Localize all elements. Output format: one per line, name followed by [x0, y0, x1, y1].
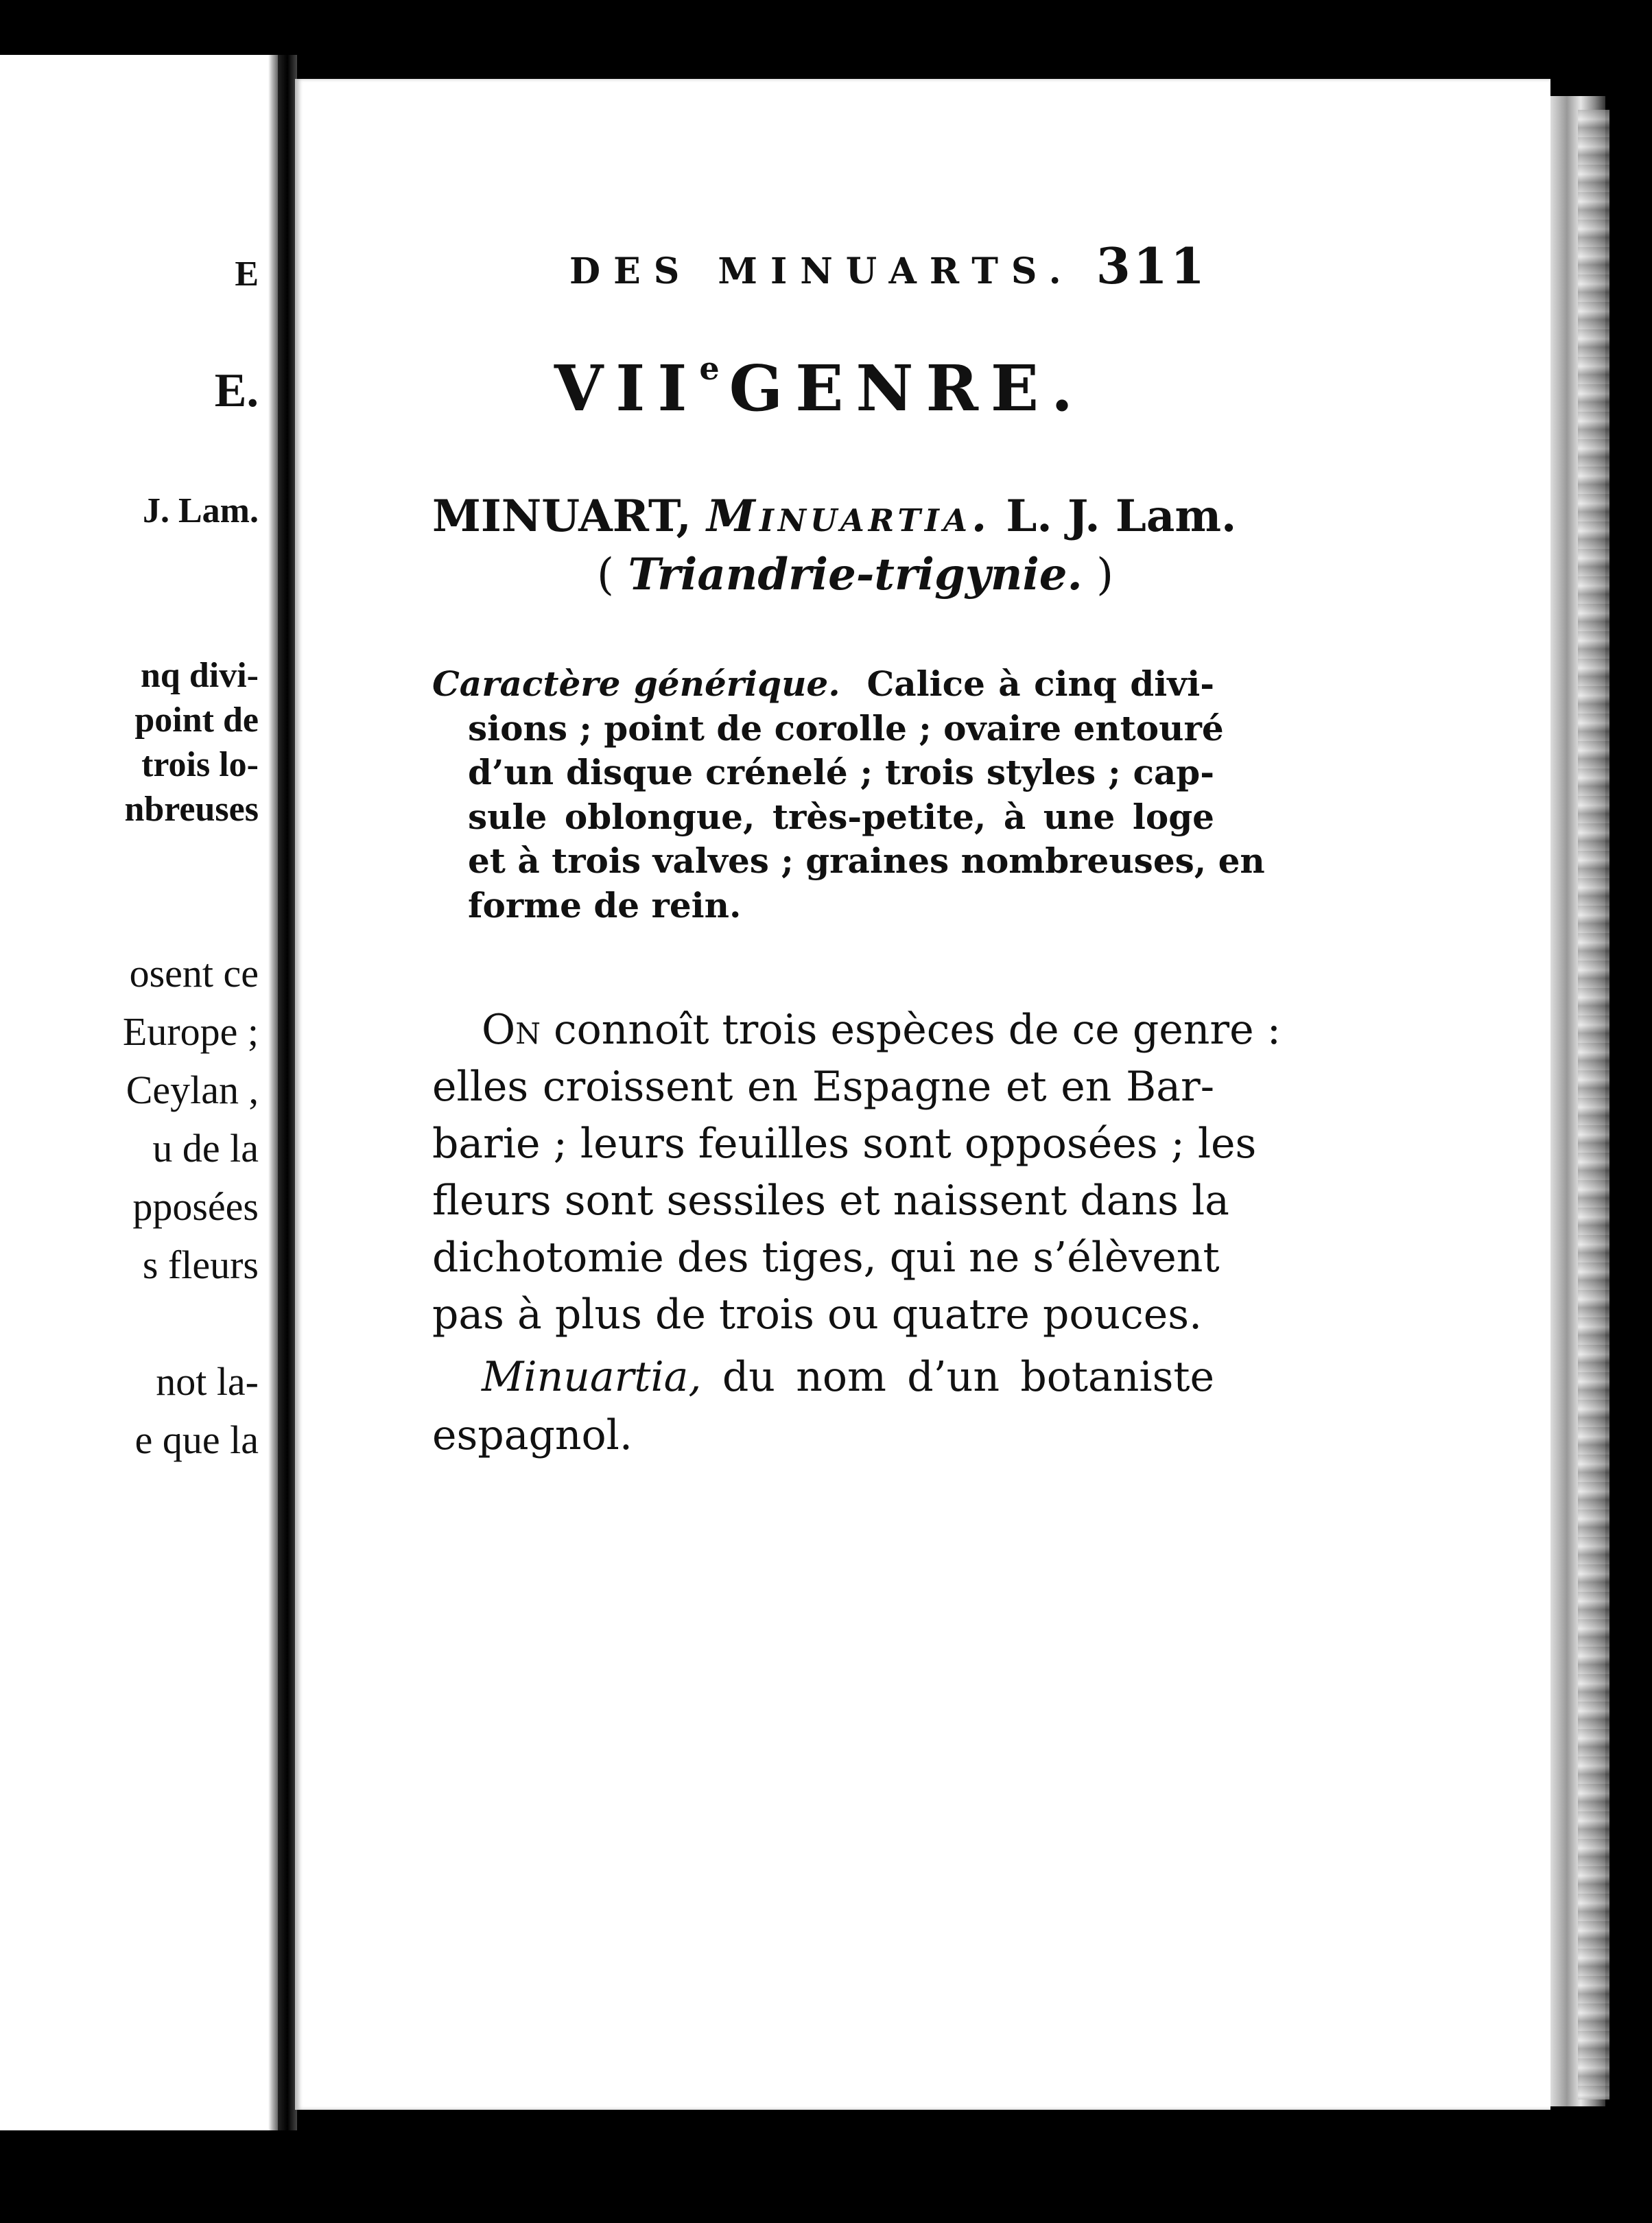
paragraph-line: Minuartia, du nom d’un botaniste	[482, 1353, 1214, 1401]
running-head	[569, 237, 1207, 295]
genre-numeral: VII	[554, 351, 700, 425]
linnaean-classification	[597, 549, 1114, 600]
facing-page-line: osent ce	[129, 951, 259, 996]
facing-page-line: s fleurs	[142, 1243, 259, 1287]
facing-page-line: J. Lam.	[143, 491, 259, 530]
book-spine	[278, 55, 297, 2134]
paragraph-line: fleurs sont sessiles et naissent dans la	[432, 1177, 1229, 1225]
paragraph-line: barie ; leurs feuilles sont opposées ; les	[432, 1120, 1257, 1168]
paragraph-line: et à trois valves ; graines nombreuses, en	[468, 840, 1265, 881]
genre-superscript: e	[699, 350, 720, 387]
page-number: 311	[1096, 237, 1207, 295]
facing-page-line: E	[235, 255, 259, 294]
facing-page-line: nbreuses	[124, 790, 259, 829]
facing-page-line: Europe ;	[122, 1009, 259, 1054]
paragraph-line: sions ; point de corolle ; ovaire entouré	[468, 707, 1224, 749]
facing-page-line: trois lo-	[141, 745, 259, 784]
etymology-latin: Minuartia,	[482, 1353, 702, 1401]
paragraph-line: espagnol.	[432, 1411, 633, 1459]
paragraph-line: sule oblongue, très-petite, à une loge	[468, 796, 1214, 837]
authority: L. J. Lam.	[1006, 491, 1237, 542]
facing-page	[0, 55, 278, 2134]
paragraph-line: d’un disque crénelé ; trois styles ; cap-	[468, 752, 1214, 792]
paren-open: (	[597, 550, 614, 600]
paren-close: )	[1096, 550, 1114, 600]
drop-lead: On	[482, 1006, 541, 1054]
paragraph-line: On connoît trois espèces de ce genre :	[482, 1006, 1281, 1054]
paragraph-line: forme de rein.	[468, 884, 742, 926]
paragraph-line: pas à plus de trois ou quatre pouces.	[432, 1291, 1203, 1339]
facing-page-line: Ceylan ,	[126, 1068, 259, 1112]
paragraph-line: elles croissent en Espagne et en Bar-	[432, 1063, 1214, 1111]
facing-page-line: E.	[214, 364, 259, 417]
generic-character-label: Caractère générique.	[432, 663, 840, 704]
latin-genus-name: Minuartia.	[707, 491, 991, 542]
facing-page-line: u de la	[152, 1126, 259, 1171]
genre-heading	[535, 350, 1105, 425]
french-genus-name: MINUART,	[432, 491, 692, 542]
paragraph-line: Caractère générique. Calice à cinq divi-	[432, 663, 1215, 704]
generic-character-paragraph	[432, 662, 1265, 928]
facing-page-line: not la-	[156, 1359, 259, 1404]
description-paragraph	[432, 1002, 1281, 1343]
facing-page-line: point de	[134, 701, 259, 740]
page-fore-edge-texture	[1578, 110, 1609, 2100]
page-gutter-shadow	[268, 55, 278, 2134]
facing-page-line: nq divi-	[141, 656, 259, 695]
paragraph-line: dichotomie des tiges, qui ne s’élèvent	[432, 1234, 1220, 1282]
scan-border-bottom	[0, 2130, 1652, 2223]
classification-text: Triandrie-trigynie.	[628, 549, 1083, 600]
etymology-paragraph	[432, 1348, 1214, 1465]
facing-page-line: e que la	[134, 1418, 259, 1462]
genus-heading	[432, 491, 1237, 542]
genre-word: GENRE.	[729, 351, 1086, 425]
running-title: DES MINUARTS.	[569, 250, 1074, 292]
scan-border-top	[0, 0, 1652, 63]
facing-page-line: pposées	[132, 1184, 259, 1229]
